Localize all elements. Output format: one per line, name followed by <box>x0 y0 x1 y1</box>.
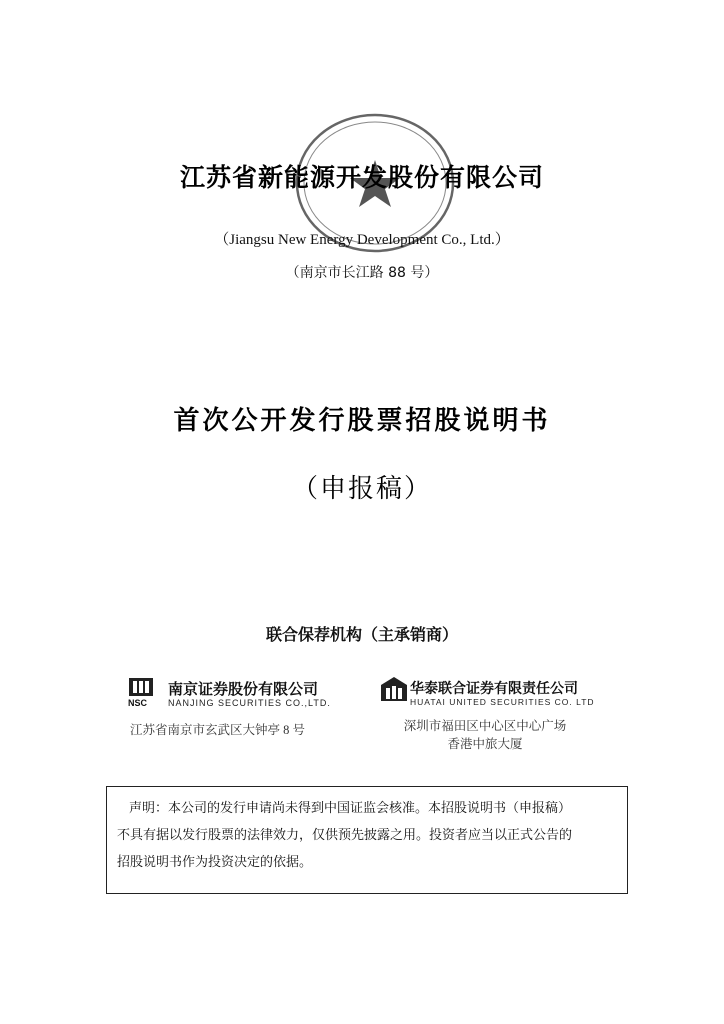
huatai-united-logo <box>380 676 408 706</box>
nanjing-securities-address: 江苏省南京市玄武区大钟亭 8 号 <box>130 723 306 737</box>
huatai-emblem-icon <box>380 676 408 702</box>
nanjing-securities-emblem-icon <box>128 676 154 700</box>
huatai-address-line1: 深圳市福田区中心区中心广场 <box>403 719 567 733</box>
prospectus-title: 首次公开发行股票招股说明书 <box>173 406 551 436</box>
issuer-address: （南京市长江路 88 号） <box>285 265 439 281</box>
issuer-name-cn: 江苏省新能源开发股份有限公司 <box>179 163 544 192</box>
disclaimer-box <box>106 786 628 894</box>
issuer-name-en: （Jiangsu New Energy Development Co., Ltd.） <box>214 232 510 248</box>
disclaimer-line-2: 不具有据以发行股票的法律效力，仅供预先披露之用。投资者应当以正式公告的 <box>117 828 573 843</box>
nsc-logo-text: NSC <box>128 698 148 708</box>
huatai-united-name: 华泰联合证券有限责任公司 <box>410 681 578 697</box>
nanjing-securities-name: 南京证券股份有限公司 <box>168 680 319 698</box>
nanjing-securities-name-en: NANJING SECURITIES CO.,LTD. <box>168 698 331 708</box>
huatai-address-line2: 香港中旅大厦 <box>447 737 523 751</box>
huatai-united-name-en: HUATAI UNITED SECURITIES CO. LTD <box>410 697 595 707</box>
draft-status: （申报稿） <box>291 474 432 504</box>
sponsors-heading: 联合保荐机构（主承销商） <box>265 625 458 644</box>
disclaimer-line-3: 招股说明书作为投资决定的依据。 <box>117 855 313 870</box>
disclaimer-line-1: 声明：本公司的发行申请尚未得到中国证监会核准。本招股说明书（申报稿） <box>129 801 572 816</box>
